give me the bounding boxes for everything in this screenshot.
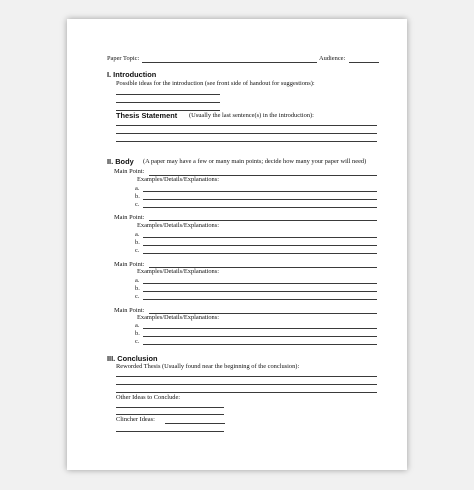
detail-line[interactable] xyxy=(143,237,377,238)
detail-line[interactable] xyxy=(143,283,377,284)
audience-field[interactable] xyxy=(349,62,379,63)
other-ideas-line[interactable] xyxy=(116,407,224,408)
thesis-line[interactable] xyxy=(116,141,377,142)
examples-label: Examples/Details/Explanations: xyxy=(137,222,219,229)
main-point-label: Main Point: xyxy=(114,261,145,268)
reworded-thesis-line[interactable] xyxy=(116,376,377,377)
thesis-note: (Usually the last sentence(s) in the introduction): xyxy=(189,112,314,119)
examples-label: Examples/Details/Explanations: xyxy=(137,176,219,183)
reworded-thesis-line[interactable] xyxy=(116,384,377,385)
item-label-c: c. xyxy=(135,201,140,208)
reworded-thesis-line[interactable] xyxy=(116,392,377,393)
introduction-heading: I. Introduction xyxy=(107,70,157,79)
other-ideas-label: Other Ideas to Conclude: xyxy=(116,394,181,401)
item-label-c: c. xyxy=(135,293,140,300)
body-note: (A paper may have a few or many main points; decide how many your paper will need) xyxy=(143,158,367,165)
clincher-line[interactable] xyxy=(165,423,225,424)
clincher-line[interactable] xyxy=(116,431,224,432)
item-label-c: c. xyxy=(135,247,140,254)
thesis-line[interactable] xyxy=(116,125,377,126)
item-label-a: a. xyxy=(135,231,140,238)
item-label-a: a. xyxy=(135,277,140,284)
detail-line[interactable] xyxy=(143,299,377,300)
examples-label: Examples/Details/Explanations: xyxy=(137,268,219,275)
detail-line[interactable] xyxy=(143,207,377,208)
conclusion-heading: III. Conclusion xyxy=(107,354,158,363)
item-label-a: a. xyxy=(135,185,140,192)
detail-line[interactable] xyxy=(143,336,377,337)
detail-line[interactable] xyxy=(143,344,377,345)
main-point-label: Main Point: xyxy=(114,214,145,221)
body-heading: II. Body xyxy=(107,157,134,166)
main-point-field[interactable] xyxy=(149,220,377,221)
main-point-label: Main Point: xyxy=(114,168,145,175)
examples-label: Examples/Details/Explanations: xyxy=(137,314,219,321)
item-label-a: a. xyxy=(135,322,140,329)
intro-idea-line[interactable] xyxy=(116,102,220,103)
main-point-label: Main Point: xyxy=(114,307,145,314)
item-label-c: c. xyxy=(135,338,140,345)
reworded-thesis-label: Reworded Thesis (Usually found near the beginning of the conclusion): xyxy=(116,363,300,370)
detail-line[interactable] xyxy=(143,199,377,200)
item-label-b: b. xyxy=(135,285,140,292)
detail-line[interactable] xyxy=(143,328,377,329)
other-ideas-line[interactable] xyxy=(116,414,224,415)
item-label-b: b. xyxy=(135,239,140,246)
detail-line[interactable] xyxy=(143,253,377,254)
paper-topic-label: Paper Topic: xyxy=(107,55,140,62)
clincher-label: Clincher Ideas: xyxy=(116,416,155,423)
thesis-heading: Thesis Statement xyxy=(116,111,178,120)
paper-topic-field[interactable] xyxy=(142,62,317,63)
thesis-line[interactable] xyxy=(116,133,377,134)
item-label-b: b. xyxy=(135,330,140,337)
item-label-b: b. xyxy=(135,193,140,200)
introduction-instructions: Possible ideas for the introduction (see front side of handout for suggestions): xyxy=(116,80,315,87)
detail-line[interactable] xyxy=(143,291,377,292)
intro-idea-line[interactable] xyxy=(116,94,220,95)
outline-document xyxy=(67,19,407,470)
detail-line[interactable] xyxy=(143,245,377,246)
detail-line[interactable] xyxy=(143,191,377,192)
audience-label: Audience: xyxy=(319,55,346,62)
